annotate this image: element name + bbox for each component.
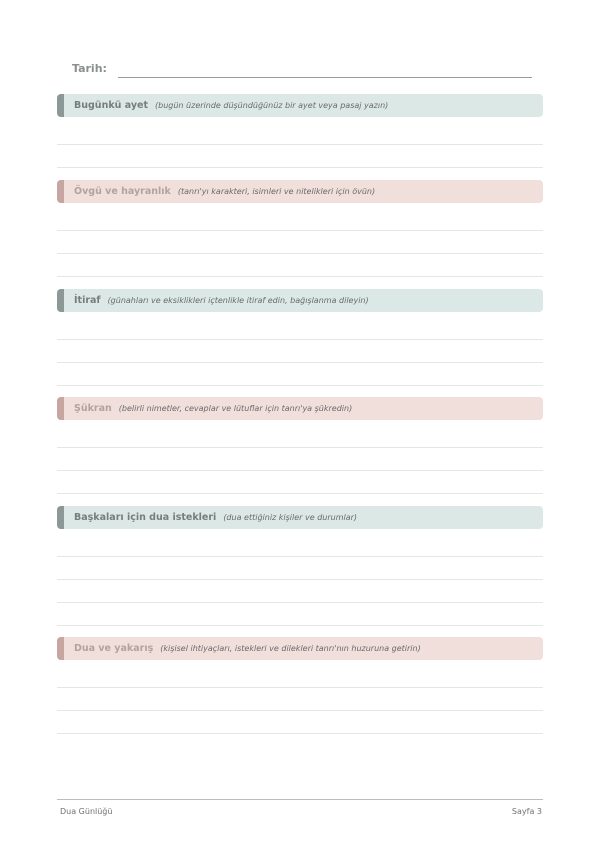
section-title: Bugünkü ayet (74, 100, 149, 111)
writing-line[interactable] (57, 448, 543, 471)
section-thanksgiving (57, 397, 543, 494)
footer-title: Dua Günlüğü (60, 807, 113, 816)
writing-line[interactable] (57, 254, 543, 277)
writing-lines[interactable] (57, 425, 543, 494)
date-input-line[interactable] (118, 77, 532, 78)
section-praise (57, 180, 543, 277)
section-hint: (bugün üzerinde düşündüğünüz bir ayet veya pasaj yazın) (155, 101, 389, 110)
section-hint: (günahları ve eksiklikleri içtenlikle itiraf edin, bağışlanma dileyin) (107, 296, 369, 305)
section-header (57, 506, 543, 529)
writing-line[interactable] (57, 340, 543, 363)
writing-lines[interactable] (57, 534, 543, 626)
writing-line[interactable] (57, 231, 543, 254)
section-verse (57, 94, 543, 168)
section-header (57, 637, 543, 660)
writing-line[interactable] (57, 471, 543, 494)
writing-line[interactable] (57, 317, 543, 340)
section-confession (57, 289, 543, 386)
writing-line[interactable] (57, 603, 543, 626)
section-header (57, 397, 543, 420)
section-hint: (kişisel ihtiyaçları, istekleri ve dilekleri tanrı'nın huzuruna getirin) (160, 644, 421, 653)
writing-line[interactable] (57, 665, 543, 688)
writing-line[interactable] (57, 711, 543, 734)
section-accent (57, 289, 64, 312)
section-header (57, 94, 543, 117)
writing-line[interactable] (57, 534, 543, 557)
section-accent (57, 506, 64, 529)
section-title: Övgü ve hayranlık (74, 186, 171, 197)
section-intercession (57, 506, 543, 626)
page-number: Sayfa 3 (511, 807, 542, 816)
writing-lines[interactable] (57, 208, 543, 277)
section-title: Dua ve yakarış (74, 643, 154, 654)
writing-line[interactable] (57, 580, 543, 603)
writing-lines[interactable] (57, 122, 543, 168)
section-title: Şükran (74, 403, 112, 414)
writing-line[interactable] (57, 208, 543, 231)
section-header (57, 180, 543, 203)
writing-line[interactable] (57, 363, 543, 386)
writing-line[interactable] (57, 122, 543, 145)
writing-lines[interactable] (57, 665, 543, 734)
date-row (72, 62, 532, 82)
writing-line[interactable] (57, 425, 543, 448)
section-accent (57, 180, 64, 203)
section-accent (57, 637, 64, 660)
section-accent (57, 94, 64, 117)
writing-line[interactable] (57, 145, 543, 168)
date-label: Tarih: (72, 62, 107, 75)
section-hint: (tanrı'yı karakteri, isimleri ve nitelikleri için övün) (177, 187, 376, 196)
footer-divider (57, 799, 543, 800)
section-hint: (dua ettiğiniz kişiler ve durumlar) (223, 513, 358, 522)
writing-line[interactable] (57, 688, 543, 711)
writing-lines[interactable] (57, 317, 543, 386)
section-supplication (57, 637, 543, 734)
section-accent (57, 397, 64, 420)
writing-line[interactable] (57, 557, 543, 580)
section-header (57, 289, 543, 312)
section-title: İtiraf (74, 295, 101, 306)
section-title: Başkaları için dua istekleri (74, 512, 217, 523)
section-hint: (belirli nimetler, cevaplar ve lütuflar için tanrı'ya şükredin) (118, 404, 353, 413)
